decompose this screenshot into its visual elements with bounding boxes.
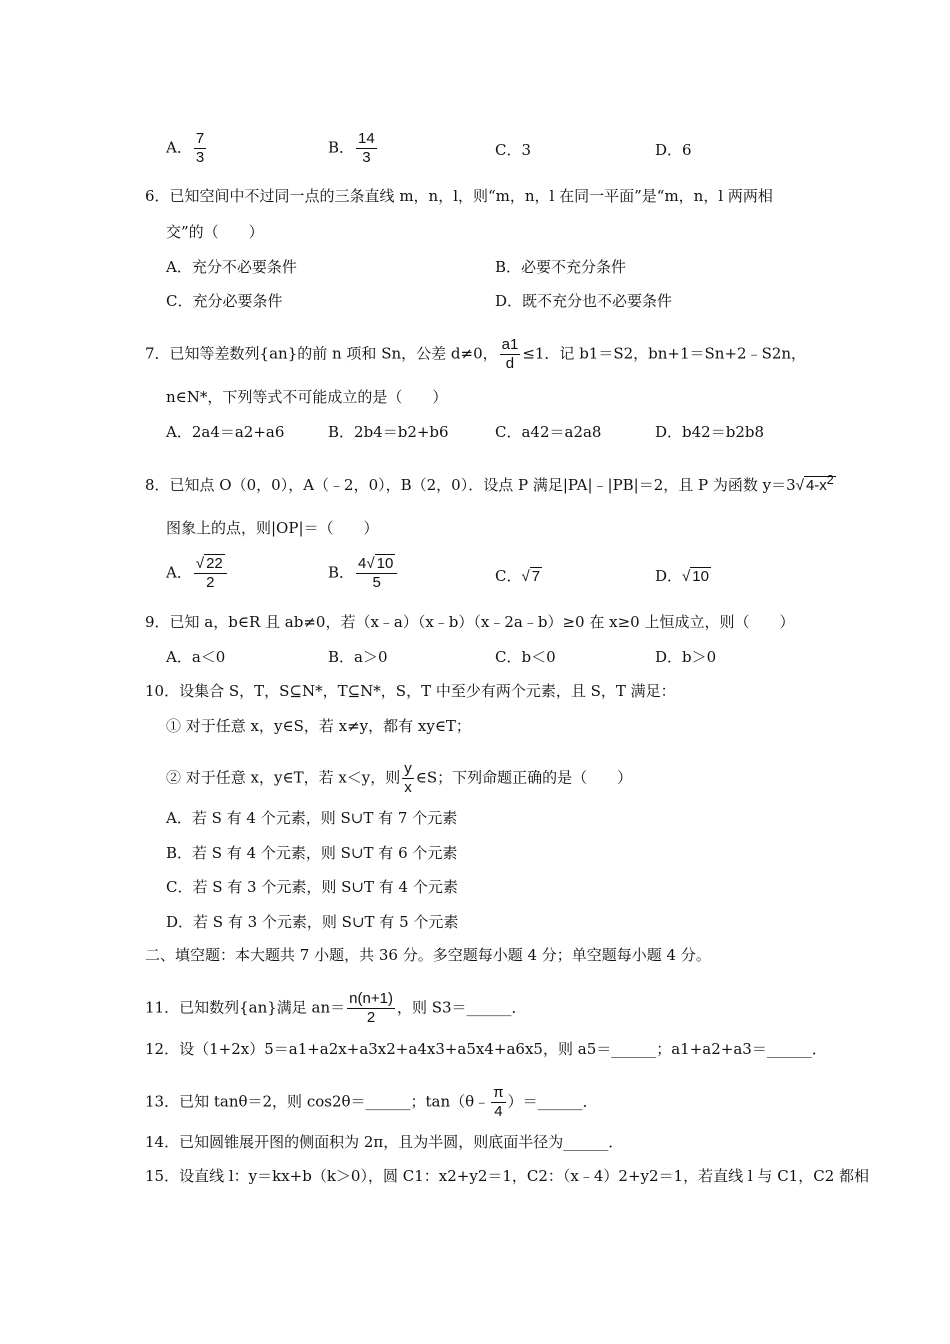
q6-option-a: A．充分不必要条件	[166, 258, 297, 276]
q5-option-c	[495, 140, 531, 160]
option-value: 3	[521, 141, 532, 159]
sqrt-radicand: 10	[376, 555, 394, 572]
q7-stem-line1	[145, 336, 806, 373]
q9-option-c: C．b＜0	[495, 648, 556, 666]
q10-option-d: D．若 S 有 3 个元素，则 S∪T 有 5 个元素	[166, 913, 459, 931]
q6-option-b: B．必要不充分条件	[495, 258, 627, 276]
q8-option-a	[166, 555, 229, 592]
q5-option-d	[655, 140, 692, 160]
q12: 12．设（1+2x）5＝a1+a2x+a3x2+a4x3+a5x4+a6x5，则 a5＝______；a1+a2+a3＝______．	[145, 1040, 827, 1058]
fraction-denominator: 4	[494, 1103, 503, 1120]
fraction-denominator: x	[404, 779, 412, 796]
q10-stem: 10．设集合 S，T，S⊆N*，T⊆N*，S，T 中至少有两个元素，且 S，T 满足：	[145, 682, 676, 700]
q7-option-d: D．b42＝b2b8	[655, 423, 765, 441]
fraction-denominator: 3	[362, 149, 371, 166]
fraction-numerator: 7	[195, 130, 205, 147]
q6-stem-line1: 6．已知空间中不过同一点的三条直线 m，n，l，则“m，n，l 在同一平面”是“m，n，l 两两相	[145, 187, 773, 205]
q10-option-c: C．若 S 有 3 个元素，则 S∪T 有 4 个元素	[166, 878, 458, 896]
option-label: C．	[495, 567, 522, 585]
sqrt-radicand: 22	[206, 555, 223, 572]
q14: 14．已知圆锥展开图的侧面积为 2π，且为半圆，则底面半径为______．	[145, 1133, 624, 1151]
exponent: 2	[826, 473, 834, 487]
condition-text-pre: ② 对于任意 x，y∈T，若 x＜y，则	[166, 768, 401, 787]
fraction-numerator: π	[493, 1084, 504, 1101]
fraction-numerator: n(n+1)	[349, 990, 393, 1007]
fraction-denominator: 2	[206, 574, 215, 591]
fraction-denominator: 3	[195, 149, 205, 166]
option-label: C．	[495, 141, 522, 159]
fraction	[347, 990, 395, 1027]
fraction-numerator: 4√ 10	[356, 555, 397, 574]
sqrt-expression: √ $4-x^2$	[795, 473, 834, 494]
fraction	[356, 555, 397, 592]
q11-text-pre: 11．已知数列{an}满足 an＝	[145, 998, 346, 1017]
q7-option-c: C．a42＝a2a8	[495, 423, 602, 441]
option-label: B．	[328, 563, 355, 582]
option-label: A．	[166, 563, 192, 582]
q6-option-c: C．充分必要条件	[166, 292, 283, 310]
q11	[145, 990, 527, 1027]
sqrt-expression: √ 7	[521, 568, 541, 585]
q13-text-pre: 13．已知 tanθ＝2，则 cos2θ＝______；tan（θ﹣	[145, 1092, 490, 1111]
fraction-denominator: 5	[372, 574, 381, 591]
fraction-numerator: a1	[501, 336, 519, 353]
option-value: 6	[682, 141, 692, 159]
sqrt-expression: √ 10	[682, 568, 709, 585]
condition-text-post: ∈S；下列命题正确的是（ ）	[415, 768, 633, 787]
fraction-denominator: d	[505, 355, 515, 372]
sqrt-radicand: 10	[692, 568, 709, 585]
q9-option-d: D．b＞0	[655, 648, 717, 666]
q15: 15．设直线 l：y＝kx+b（k＞0），圆 C1：x2+y2＝1，C2：（x﹣4）2+y2＝1，若直线 l 与 C1，C2 都相	[145, 1167, 870, 1185]
option-label: A．	[166, 138, 192, 157]
q9-option-b: B．a＞0	[328, 648, 388, 666]
fraction	[194, 555, 227, 592]
fraction-numerator: y	[404, 760, 412, 777]
q6-option-d: D．既不充分也不必要条件	[495, 292, 673, 310]
q8-option-d	[655, 566, 711, 587]
q8-option-b	[328, 555, 399, 592]
q9-option-a: A．a＜0	[166, 648, 226, 666]
q7-text-pre: 7．已知等差数列{an}的前 n 项和 Sn，公差 d≠0，	[145, 344, 498, 363]
q8-stem-line1	[145, 470, 836, 496]
fraction-numerator: 14	[358, 130, 375, 147]
q5-option-b	[328, 130, 379, 167]
fraction	[500, 336, 521, 373]
q13	[145, 1084, 598, 1121]
q7-text-post: ≤1．记 b1＝S2，bn+1＝Sn+2﹣S2n，	[522, 344, 807, 363]
option-label: B．	[328, 138, 355, 157]
q10-option-b: B．若 S 有 4 个元素，则 S∪T 有 6 个元素	[166, 844, 458, 862]
q8-option-c	[495, 566, 542, 587]
option-label: D．	[655, 141, 683, 159]
q8-text-pre: 8．已知点 O（0，0），A（﹣2，0），B（2，0）．设点 P 满足|PA|﹣|PB|＝2，且 P 为函数 y＝3	[145, 476, 796, 494]
sqrt-radicand	[804, 473, 836, 494]
fraction	[356, 130, 377, 167]
fraction	[194, 130, 206, 167]
q7-stem-line2: n∈N*，下列等式不可能成立的是（ ）	[166, 388, 448, 406]
q5-option-a	[166, 130, 208, 167]
fraction	[402, 760, 414, 797]
option-label: D．	[655, 567, 683, 585]
q7-option-a: A．2a4＝a2+a6	[166, 423, 285, 441]
fraction-denominator: 2	[366, 1009, 376, 1026]
coefficient: 4	[358, 555, 367, 572]
q7-option-b: B．2b4＝b2+b6	[328, 423, 449, 441]
q13-text-post: ）＝______．	[507, 1092, 598, 1111]
q11-text-post: ，则 S3＝______．	[396, 998, 527, 1017]
fraction	[491, 1084, 505, 1121]
q9-stem: 9．已知 a，b∈R 且 ab≠0，若（x﹣a）（x﹣b）（x﹣2a﹣b）≥0 在 x≥0 上恒成立，则（ ）	[145, 613, 795, 631]
q10-option-a: A．若 S 有 4 个元素，则 S∪T 有 7 个元素	[166, 809, 458, 827]
q6-stem-line2: 交”的（ ）	[166, 223, 264, 241]
q8-stem-line2: 图象上的点，则|OP|＝（ ）	[166, 519, 379, 537]
radicand-text: 4-x	[805, 477, 827, 494]
q10-condition-1: ① 对于任意 x，y∈S，若 x≠y，都有 xy∈T；	[166, 717, 471, 735]
fraction-numerator: √ 22	[194, 555, 227, 574]
q10-condition-2	[166, 760, 632, 797]
sqrt-radicand: 7	[531, 568, 541, 585]
section-heading-fill-in: 二、填空题：本大题共 7 小题，共 36 分。多空题每小题 4 分；单空题每小题 4 分。	[145, 946, 711, 964]
